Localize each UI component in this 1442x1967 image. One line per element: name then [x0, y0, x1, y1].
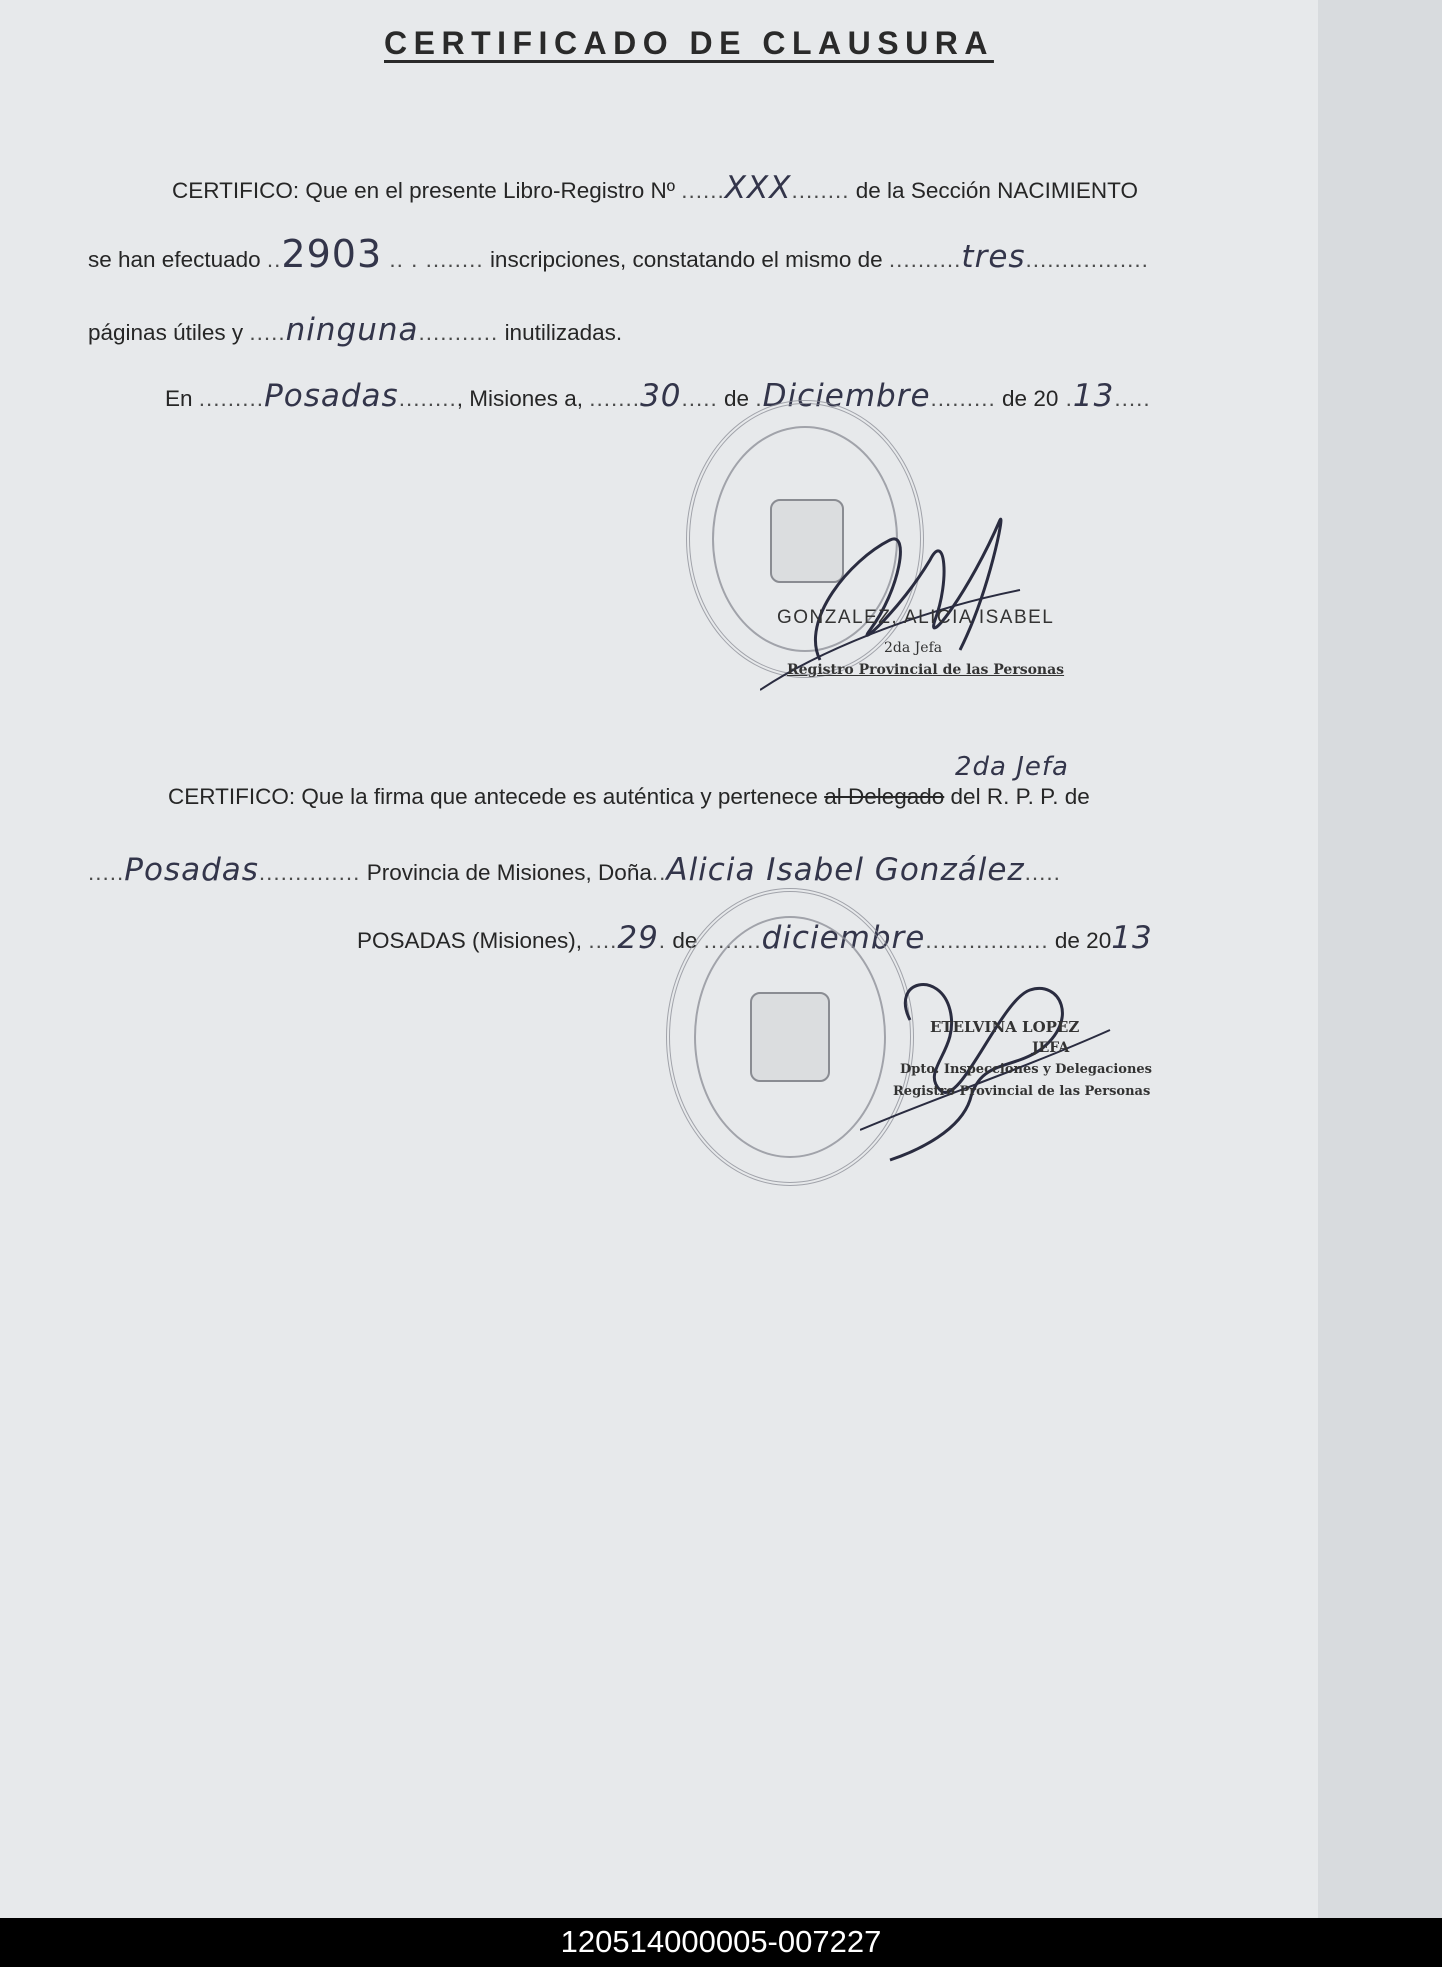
cert1-libro-num: XXX: [724, 170, 792, 206]
signature1-name: GONZALEZ, ALICIA ISABEL: [777, 607, 1055, 628]
cert1-line2: se han efectuado ..2903 .. . ........ inscripciones, constatando el mismo de ..........tres.................: [88, 232, 1149, 276]
cert2-correction: 2da Jefa: [955, 752, 1069, 782]
cert2-line3: POSADAS (Misiones), ....29. de ........diciembre................. de 2013: [357, 920, 1153, 956]
signature2-role: JEFA: [1032, 1040, 1070, 1056]
cert1-en: En: [165, 386, 193, 411]
cert1-seccion: de la Sección NACIMIENTO: [855, 178, 1138, 203]
cert2-nombre: Alicia Isabel González: [666, 852, 1025, 888]
cert2-mes: diciembre: [761, 920, 926, 956]
cert2-de: de: [672, 928, 698, 953]
cert2-lugar: Posadas: [124, 852, 259, 888]
cert1-line1: CERTIFICO: Que en el presente Libro-Registro Nº ......XXX........ de la Sección NACIMIENTO: [172, 170, 1138, 206]
cert2-dia: 29: [617, 920, 659, 956]
coat-of-arms-icon: [750, 992, 830, 1082]
cert2-de-20: de 20: [1054, 928, 1112, 953]
cert1-misiones-a: , Misiones a,: [456, 386, 584, 411]
cert1-mes: Diciembre: [762, 378, 931, 414]
cert2-rpp: del R. P. P. de: [950, 784, 1090, 809]
signature2-office: Registro Provincial de las Personas: [893, 1084, 1151, 1099]
scan-margin: [1318, 0, 1442, 1918]
signature2-name: ETELVINA LOPEZ: [930, 1018, 1080, 1036]
cert2-intro: CERTIFICO: Que la firma que antecede es auténtica y pertenece: [168, 784, 818, 809]
cert1-inutilizadas-text: inutilizadas.: [504, 320, 623, 345]
cert1-inutilizadas-num: ninguna: [285, 312, 419, 348]
signature1-role: 2da Jefa: [884, 640, 943, 656]
signature2-dept: Dpto. Inspecciones y Delegaciones: [900, 1062, 1152, 1077]
cert1-anio: 13: [1072, 378, 1115, 414]
cert1-inscripciones-num: 2903: [281, 232, 383, 276]
cert1-line3: páginas útiles y .....ninguna........... inutilizadas.: [88, 312, 623, 348]
signature1-office: Registro Provincial de las Personas: [787, 662, 1065, 678]
cert2-posadas: POSADAS (Misiones),: [357, 928, 583, 953]
cert2-struck: al Delegado: [824, 784, 945, 809]
cert1-inscripciones-text: inscripciones, constatando el mismo de: [489, 247, 883, 272]
cert2-line2: .....Posadas.............. Provincia de Misiones, Doña..Alicia Isabel González.....: [88, 852, 1061, 888]
cert1-line4: En .........Posadas........, Misiones a, .......30..... de .Diciembre......... de 20 .13.....: [165, 378, 1151, 414]
document-title: CERTIFICADO DE CLAUSURA: [384, 25, 994, 61]
cert1-intro: CERTIFICO: Que en el presente Libro-Registro Nº: [172, 178, 675, 203]
cert1-lugar: Posadas: [264, 378, 399, 414]
cert1-paginas-num: tres: [961, 239, 1026, 275]
cert1-de-20: de 20: [1002, 386, 1059, 411]
cert2-provincia: Provincia de Misiones, Doña: [366, 860, 652, 885]
cert2-anio: 13: [1111, 920, 1153, 956]
cert1-paginas-utiles: páginas útiles y: [88, 320, 244, 345]
cert1-se-han: se han efectuado: [88, 247, 261, 272]
cert2-line1: [168, 784, 1090, 810]
cert1-dia: 30: [640, 378, 682, 414]
cert1-de: de: [724, 386, 750, 411]
document-code: 120514000005-007227: [560, 1924, 882, 1959]
